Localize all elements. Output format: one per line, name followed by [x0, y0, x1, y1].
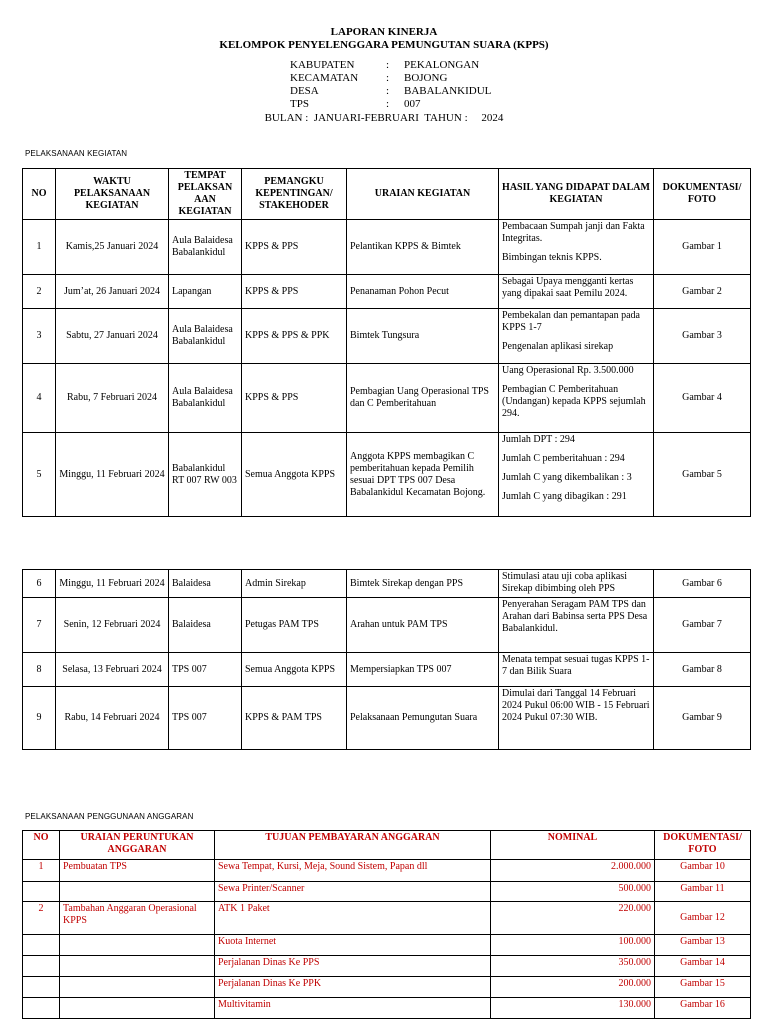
meta-key: TPS: [290, 98, 309, 110]
cell-nominal: 350.000: [491, 956, 655, 977]
table-row: [23, 570, 751, 598]
meta-key: KABUPATEN: [290, 59, 355, 71]
table-row: [23, 309, 751, 364]
budget-table: [22, 830, 751, 1019]
meta-kabupaten: [290, 59, 479, 72]
cell-waktu: Sabtu, 27 Januari 2024: [56, 309, 169, 364]
cell-foto: Gambar 16: [655, 998, 751, 1019]
meta-colon: :: [386, 98, 390, 110]
table-row: [23, 935, 751, 956]
cell-no: 1: [23, 860, 60, 882]
period-line: BULAN : JANUARI-FEBRUARI TAHUN : 2024: [264, 112, 504, 124]
cell-foto: Gambar 6: [654, 570, 751, 598]
cell-no: [23, 956, 60, 977]
activities-table-continued: [22, 569, 751, 750]
hasil-line: Jumlah C pemberitahuan : 294: [502, 453, 625, 464]
cell-no: 7: [23, 598, 56, 653]
cell-tempat: Balaidesa: [169, 570, 242, 598]
cell-pemangku: KPPS & PPS: [242, 275, 347, 309]
header-cell: DOKUMENTASI/ FOTO: [655, 831, 751, 860]
cell-waktu: Rabu, 7 Februari 2024: [56, 364, 169, 433]
table-header-row: [23, 831, 751, 860]
cell-uraian: Pembuatan TPS: [60, 860, 215, 882]
cell-tempat: Aula Balaidesa Babalankidul: [169, 220, 242, 275]
cell-hasil: [499, 433, 654, 517]
cell-foto: Gambar 14: [655, 956, 751, 977]
cell-uraian: Bimtek Tungsura: [347, 309, 499, 364]
cell-tujuan: Kuota Internet: [215, 935, 491, 956]
report-title: LAPORAN KINERJA: [330, 26, 438, 38]
cell-hasil: [499, 275, 654, 309]
cell-pemangku: Semua Anggota KPPS: [242, 433, 347, 517]
cell-uraian: Pelaksanaan Pemungutan Suara: [347, 687, 499, 750]
cell-tempat: Balaidesa: [169, 598, 242, 653]
cell-waktu: Minggu, 11 Februari 2024: [56, 433, 169, 517]
cell-uraian: [60, 977, 215, 998]
cell-no: [23, 935, 60, 956]
cell-uraian: [60, 998, 215, 1019]
table-row: [23, 687, 751, 750]
header-cell: URAIAN PERUNTUKAN ANGGARAN: [60, 831, 215, 860]
cell-no: 1: [23, 220, 56, 275]
cell-uraian: Anggota KPPS membagikan C pemberitahuan kepada Pemilih sesuai DPT TPS 007 Desa Babalankidul Kecamatan Bojong.: [347, 433, 499, 517]
cell-pemangku: Admin Sirekap: [242, 570, 347, 598]
cell-waktu: Selasa, 13 Februari 2024: [56, 653, 169, 687]
cell-tempat: TPS 007: [169, 687, 242, 750]
header-cell: TUJUAN PEMBAYARAN ANGGARAN: [215, 831, 491, 860]
hasil-line: Bimbingan teknis KPPS.: [502, 252, 602, 263]
cell-uraian: Bimtek Sirekap dengan PPS: [347, 570, 499, 598]
table-row: [23, 598, 751, 653]
hasil-line: Sebagai Upaya mengganti kertas yang dipakai saat Pemilu 2024.: [502, 276, 634, 299]
cell-tujuan: ATK 1 Paket: [215, 902, 491, 935]
cell-hasil: [499, 220, 654, 275]
meta-tps: [290, 98, 421, 111]
cell-nominal: 200.000: [491, 977, 655, 998]
activities-table: [22, 168, 751, 517]
cell-foto: Gambar 9: [654, 687, 751, 750]
table-row: [23, 433, 751, 517]
cell-uraian: Penanaman Pohon Pecut: [347, 275, 499, 309]
table-row: [23, 860, 751, 882]
cell-nominal: 500.000: [491, 882, 655, 902]
table-row: [23, 998, 751, 1019]
cell-uraian: [60, 882, 215, 902]
cell-no: [23, 882, 60, 902]
cell-nominal: 100.000: [491, 935, 655, 956]
report-subtitle: KELOMPOK PENYELENGGARA PEMUNGUTAN SUARA (KPPS): [219, 39, 549, 51]
cell-uraian: Tambahan Anggaran Operasional KPPS: [60, 902, 215, 935]
cell-pemangku: KPPS & PPS: [242, 220, 347, 275]
table-row: [23, 956, 751, 977]
cell-nominal: 130.000: [491, 998, 655, 1019]
meta-colon: :: [386, 85, 390, 97]
cell-hasil: Penyerahan Seragam PAM TPS dan Arahan dari Babinsa serta PPS Desa Babalankidul.: [499, 598, 654, 653]
cell-no: [23, 977, 60, 998]
cell-waktu: Rabu, 14 Februari 2024: [56, 687, 169, 750]
cell-tujuan: Perjalanan Dinas Ke PPK: [215, 977, 491, 998]
hasil-line: Pembacaan Sumpah janji dan Fakta Integritas.: [502, 221, 645, 244]
cell-waktu: Jum’at, 26 Januari 2024: [56, 275, 169, 309]
hasil-line: Jumlah C yang dibagikan : 291: [502, 491, 627, 502]
cell-foto: Gambar 5: [654, 433, 751, 517]
cell-hasil: Dimulai dari Tanggal 14 Februari 2024 Pukul 06:00 WIB - 15 Februari 2024 Pukul 07:30 WIB.: [499, 687, 654, 750]
meta-kecamatan: [290, 72, 447, 85]
table-row: [23, 653, 751, 687]
cell-pemangku: Semua Anggota KPPS: [242, 653, 347, 687]
table-row: [23, 902, 751, 935]
cell-no: 2: [23, 275, 56, 309]
cell-uraian: Mempersiapkan TPS 007: [347, 653, 499, 687]
cell-hasil: [499, 364, 654, 433]
cell-tujuan: Sewa Tempat, Kursi, Meja, Sound Sistem, Papan dll: [215, 860, 491, 882]
meta-key: DESA: [290, 85, 319, 97]
header-cell: NO: [23, 169, 56, 220]
meta-desa: [290, 85, 491, 98]
cell-uraian: [60, 956, 215, 977]
cell-no: 9: [23, 687, 56, 750]
cell-waktu: Kamis,25 Januari 2024: [56, 220, 169, 275]
hasil-line: Pembekalan dan pemantapan pada KPPS 1-7: [502, 310, 640, 333]
cell-no: [23, 998, 60, 1019]
cell-foto: Gambar 13: [655, 935, 751, 956]
cell-hasil: [499, 309, 654, 364]
meta-colon: :: [386, 72, 390, 84]
section-title-anggaran: PELAKSANAAN PENGGUNAAN ANGGARAN: [25, 812, 194, 821]
cell-foto: Gambar 15: [655, 977, 751, 998]
cell-tempat: Aula Balaidesa Babalankidul: [169, 364, 242, 433]
hasil-line: Jumlah DPT : 294: [502, 434, 575, 445]
header-cell: HASIL YANG DIDAPAT DALAM KEGIATAN: [499, 169, 654, 220]
cell-tempat: Babalankidul RT 007 RW 003: [169, 433, 242, 517]
header-cell: DOKUMENTASI/ FOTO: [654, 169, 751, 220]
table-row: [23, 220, 751, 275]
cell-nominal: 2.000.000: [491, 860, 655, 882]
cell-no: 6: [23, 570, 56, 598]
meta-value: BABALANKIDUL: [404, 85, 492, 97]
cell-pemangku: Petugas PAM TPS: [242, 598, 347, 653]
cell-foto: Gambar 7: [654, 598, 751, 653]
cell-uraian: Pembagian Uang Operasional TPS dan C Pemberitahuan: [347, 364, 499, 433]
table-row: [23, 364, 751, 433]
cell-tempat: Aula Balaidesa Babalankidul: [169, 309, 242, 364]
cell-pemangku: KPPS & PPS: [242, 364, 347, 433]
cell-foto: Gambar 4: [654, 364, 751, 433]
cell-uraian: [60, 935, 215, 956]
header-cell: NOMINAL: [491, 831, 655, 860]
cell-waktu: Senin, 12 Februari 2024: [56, 598, 169, 653]
meta-value: 007: [404, 98, 421, 110]
meta-key: KECAMATAN: [290, 72, 359, 84]
cell-pemangku: KPPS & PPS & PPK: [242, 309, 347, 364]
cell-no: 4: [23, 364, 56, 433]
header-cell: PEMANGKU KEPENTINGAN/ STAKEHODER: [242, 169, 347, 220]
cell-tujuan: Multivitamin: [215, 998, 491, 1019]
cell-waktu: Minggu, 11 Februari 2024: [56, 570, 169, 598]
table-row: [23, 977, 751, 998]
cell-uraian: Arahan untuk PAM TPS: [347, 598, 499, 653]
header-cell: NO: [23, 831, 60, 860]
table-row: [23, 275, 751, 309]
meta-value: PEKALONGAN: [404, 59, 480, 71]
meta-colon: :: [386, 59, 390, 71]
cell-foto: Gambar 1: [654, 220, 751, 275]
cell-foto: Gambar 11: [655, 882, 751, 902]
cell-foto: Gambar 12: [655, 902, 751, 935]
hasil-line: Uang Operasional Rp. 3.500.000: [502, 365, 634, 376]
cell-no: 8: [23, 653, 56, 687]
cell-tujuan: Perjalanan Dinas Ke PPS: [215, 956, 491, 977]
header-cell: URAIAN KEGIATAN: [347, 169, 499, 220]
cell-tempat: Lapangan: [169, 275, 242, 309]
cell-foto: Gambar 3: [654, 309, 751, 364]
header-cell: WAKTU PELAKSANAAN KEGIATAN: [56, 169, 169, 220]
cell-tempat: TPS 007: [169, 653, 242, 687]
cell-pemangku: KPPS & PAM TPS: [242, 687, 347, 750]
cell-nominal: 220.000: [491, 902, 655, 935]
meta-value: BOJONG: [404, 72, 448, 84]
hasil-line: Jumlah C yang dikembalikan : 3: [502, 472, 632, 483]
header-cell: TEMPAT PELAKSAN AAN KEGIATAN: [169, 169, 242, 220]
table-header-row: [23, 169, 751, 220]
cell-tujuan: Sewa Printer/Scanner: [215, 882, 491, 902]
section-title-kegiatan: PELAKSANAAN KEGIATAN: [25, 149, 128, 158]
hasil-line: Pengenalan aplikasi sirekap: [502, 341, 614, 352]
cell-no: 3: [23, 309, 56, 364]
cell-foto: Gambar 10: [655, 860, 751, 882]
cell-no: 2: [23, 902, 60, 935]
hasil-line: Pembagian C Pemberitahuan (Undangan) kepada KPPS sejumlah 294.: [502, 384, 646, 419]
cell-hasil: Stimulasi atau uji coba aplikasi Sirekap dibimbing oleh PPS: [499, 570, 654, 598]
cell-uraian: Pelantikan KPPS & Bimtek: [347, 220, 499, 275]
cell-foto: Gambar 2: [654, 275, 751, 309]
cell-hasil: Menata tempat sesuai tugas KPPS 1-7 dan Bilik Suara: [499, 653, 654, 687]
table-row: [23, 882, 751, 902]
cell-foto: Gambar 8: [654, 653, 751, 687]
cell-no: 5: [23, 433, 56, 517]
